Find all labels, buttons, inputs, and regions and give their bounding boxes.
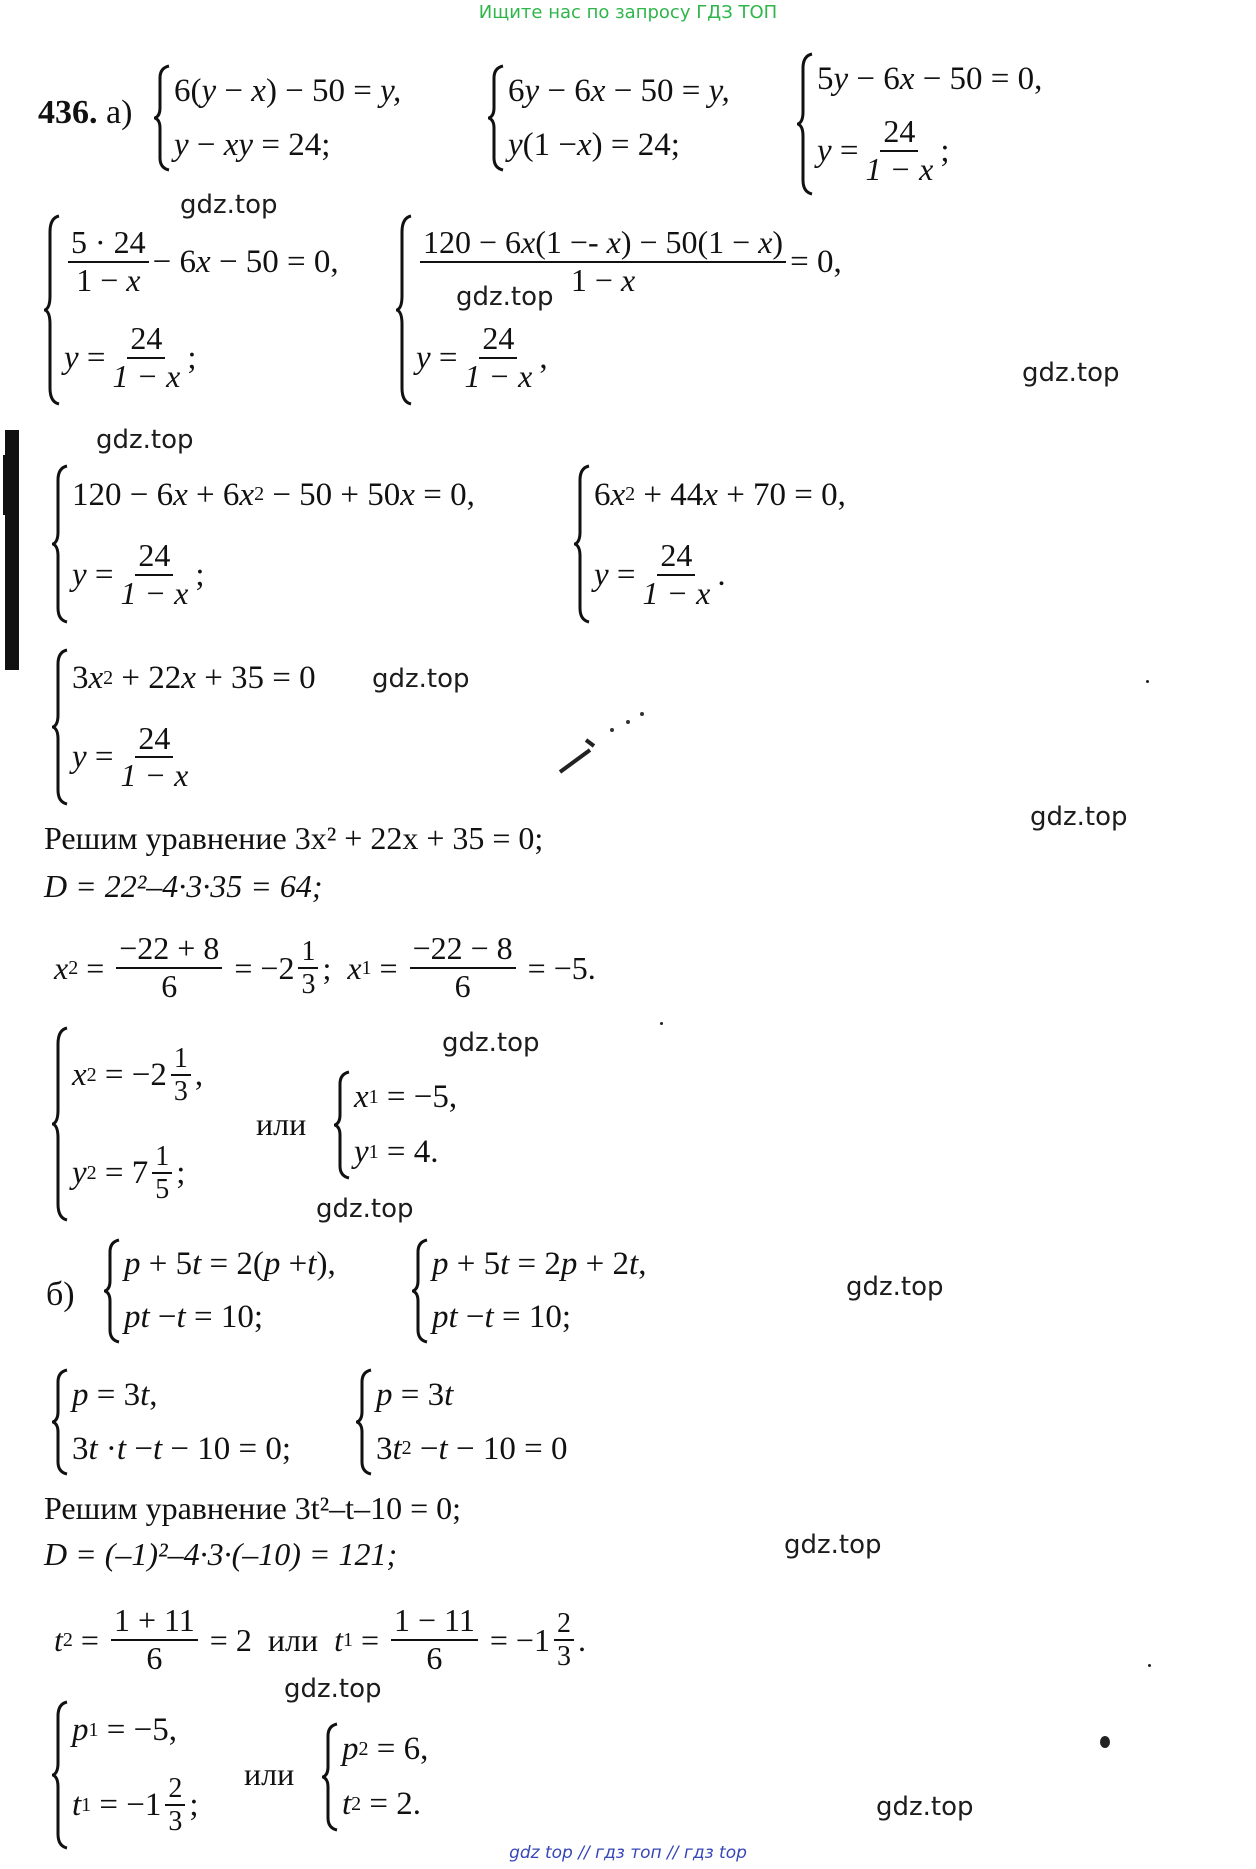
system-b4: p = 3 t 3 t 2 − t − 10 = 0 <box>356 1368 567 1476</box>
system-a5: $\frac{120 - 6x(1 -- x) - 50(1 - x)}{1 - x}$ = 0, y = $\frac{24}{1 - x}$ , <box>396 214 842 406</box>
or-word <box>244 1756 294 1793</box>
watermark: gdz.top <box>96 425 194 455</box>
watermark: gdz.top <box>372 664 470 694</box>
system-b1: p + 5 t = 2( p + t ), pt − t = 10; <box>104 1238 336 1344</box>
scan-speck <box>1100 1736 1110 1748</box>
or-word-text: или <box>244 1756 295 1792</box>
scribble-mark <box>550 700 660 780</box>
system-a3: 5 y − 6 x − 50 = 0, y = $\frac{24}{1 - x}$ ; <box>797 52 1042 196</box>
system-a2: 6 y − 6 x − 50 = y, y (1 − x ) = 24; <box>488 64 730 172</box>
discriminant-a: D = 22²–4·3·35 = 64; <box>44 868 323 904</box>
answer-system-a1: x 2 = −2 $\frac{1}{3}$ , y 2 = 7 $\frac{1}{5}$ ; <box>52 1026 203 1222</box>
discriminant-b: D = (–1)²–4·3·(–10) = 121; <box>44 1536 398 1572</box>
or-word-text: или <box>256 1106 307 1142</box>
part-b-label <box>46 1278 75 1312</box>
problem-number <box>38 96 132 130</box>
system-b2: p + 5 t = 2 p + 2 t , pt − t = 10; <box>412 1238 646 1344</box>
system-a1: 6( y − x ) − 50 = y, y − xy = 24; <box>154 64 401 172</box>
scan-speck <box>1146 680 1149 683</box>
answer-system-b1: p 1 = −5, t 1 = −1 $\frac{2}{3}$ ; <box>52 1700 199 1850</box>
watermark: gdz.top <box>1022 358 1120 388</box>
watermark: gdz.top <box>784 1530 882 1560</box>
watermark: gdz.top <box>456 282 554 312</box>
roots-a: x 2 = $\frac{-22 + 8}{6}$ = −2 $\frac{1}{3}$ ; x 1 = $\frac{-22 - 8}{6}$ = −5. <box>54 930 596 1004</box>
watermark: gdz.top <box>876 1792 974 1822</box>
answer-system-a2: x 1 = −5, y 1 = 4. <box>334 1070 457 1180</box>
watermark: gdz.top <box>846 1272 944 1302</box>
solve-phrase-a: Решим уравнение 3x² + 22x + 35 = 0; <box>44 820 544 856</box>
scan-edge-mark <box>3 455 9 515</box>
scan-speck <box>1148 1664 1151 1667</box>
system-b3: p = 3 t , 3 t · t − t − 10 = 0; <box>52 1368 291 1476</box>
or-word <box>256 1106 306 1143</box>
search-banner: Ищите нас по запросу ГДЗ ТОП <box>478 2 778 23</box>
watermark: gdz.top <box>180 190 278 220</box>
problem-number-text: 436. <box>38 94 98 131</box>
solve-phrase-b: Решим уравнение 3t²–t–10 = 0; <box>44 1490 461 1526</box>
system-a8: 3 x 2 + 22 x + 35 = 0 y = $\frac{24}{1 - x}$ <box>52 648 316 806</box>
part-a-label: а) <box>106 94 133 131</box>
part-b-label-text: б) <box>46 1276 75 1313</box>
scan-speck <box>660 1022 663 1025</box>
watermark: gdz.top <box>442 1028 540 1058</box>
watermark: gdz.top <box>284 1674 382 1704</box>
system-a6: 120 − 6 x + 6 x 2 − 50 + 50 x = 0, y = $\frac{24}{1 - x}$ ; <box>52 464 475 624</box>
roots-b: t 2 = $\frac{1 + 11}{6}$ = 2 или t 1 = $\frac{1 - 11}{6}$ = −1 $\frac{2}{3}$ . <box>54 1602 586 1676</box>
system-a4: $\frac{5 \cdot 24}{1 - x}$ − 6 x − 50 = 0, y = $\frac{24}{1 - x}$ ; <box>44 214 339 406</box>
watermark: gdz.top <box>1030 802 1128 832</box>
footer-links: gdz top // гдз топ // гдз top <box>509 1843 747 1863</box>
answer-system-b2: p 2 = 6, t 2 = 2. <box>322 1722 428 1832</box>
system-a7: 6 x 2 + 44 x + 70 = 0, y = $\frac{24}{1 - x}$ . <box>574 464 846 624</box>
watermark: gdz.top <box>316 1194 414 1224</box>
